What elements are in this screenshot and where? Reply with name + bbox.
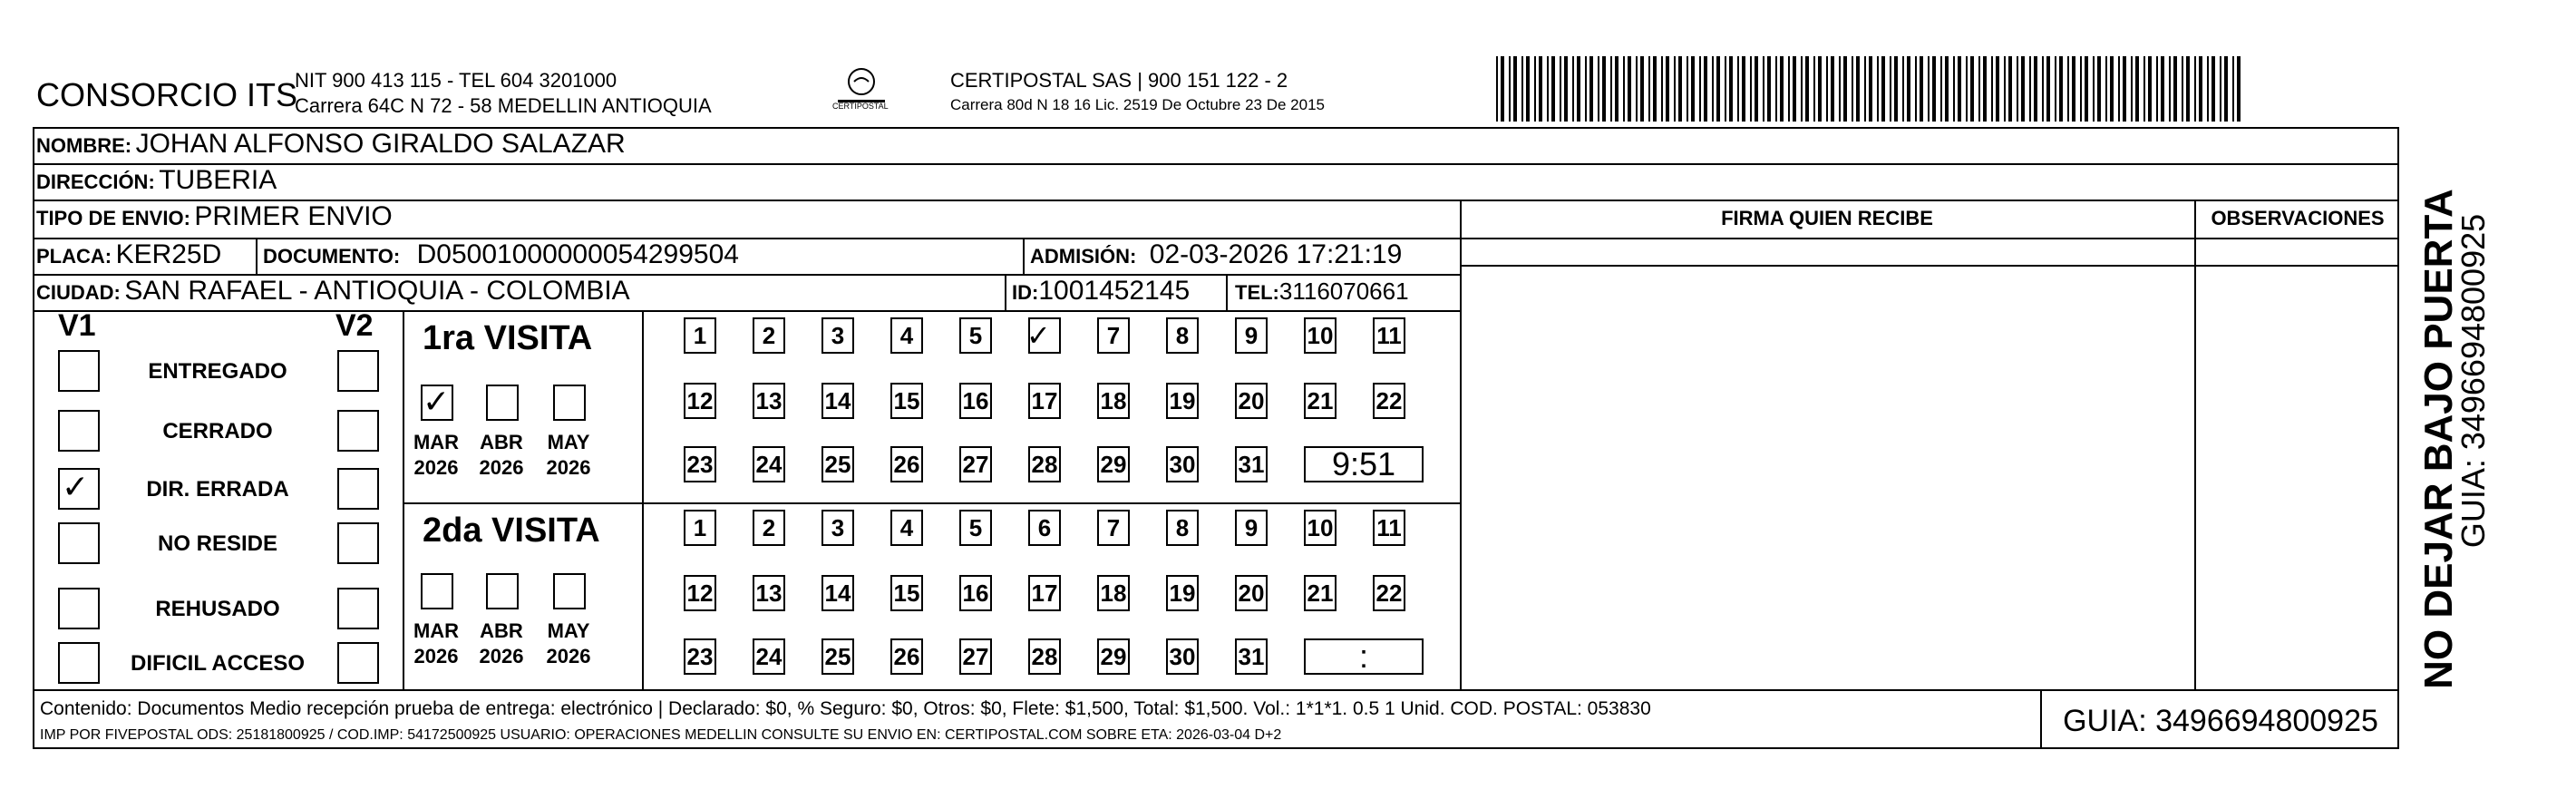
barcode-bar bbox=[2199, 56, 2202, 122]
month-checkbox[interactable] bbox=[553, 385, 586, 421]
divider bbox=[33, 310, 1460, 312]
barcode-bar bbox=[1864, 56, 1866, 122]
barcode-bar bbox=[2143, 56, 2145, 122]
barcode-bar bbox=[1966, 56, 1968, 122]
month-label: ABR bbox=[480, 431, 523, 453]
day-box[interactable]: 23 bbox=[684, 446, 716, 482]
id-label: ID: bbox=[1012, 281, 1039, 304]
barcode-bar bbox=[1636, 56, 1638, 122]
barcode-bar bbox=[1970, 56, 1974, 122]
barcode-bar bbox=[2004, 56, 2006, 122]
barcode-bar bbox=[1712, 56, 1714, 122]
divider bbox=[33, 689, 2399, 691]
day-box[interactable]: 4 bbox=[890, 317, 923, 354]
month-label: ABR bbox=[480, 619, 523, 642]
day-box[interactable]: 9 bbox=[1235, 510, 1268, 546]
barcode-bar bbox=[1877, 56, 1879, 122]
tipo-label: TIPO DE ENVIO: bbox=[36, 207, 190, 229]
nombre-label: NOMBRE: bbox=[36, 134, 132, 157]
nombre-value: JOHAN ALFONSO GIRALDO SALAZAR bbox=[135, 129, 626, 159]
divider bbox=[256, 238, 258, 274]
barcode-bar bbox=[2085, 56, 2088, 122]
barcode-bar bbox=[2148, 56, 2152, 122]
barcode-bar bbox=[1805, 56, 1809, 122]
day-box[interactable]: 21 bbox=[1304, 383, 1337, 419]
day-box[interactable]: 13 bbox=[753, 575, 785, 611]
status-label: ENTREGADO bbox=[148, 359, 287, 384]
contenido-text: Contenido: Documentos Medio recepción prueba de entrega: electrónico | Declarado: $0, % Seguro: $0, Otros: $0, Flete: $1,500, Total: $1,500. Vol.: 1*1*1. 0.5 1 Unid. COD. POSTAL: 053830 bbox=[40, 698, 1651, 719]
barcode-bar bbox=[2237, 56, 2241, 122]
barcode-bar bbox=[1991, 56, 1993, 122]
barcode-bar bbox=[1513, 56, 1517, 122]
barcode-bar bbox=[2224, 56, 2228, 122]
check-mark: ✓ bbox=[62, 469, 90, 506]
barcode-bar bbox=[1755, 56, 1758, 122]
divider bbox=[33, 163, 2399, 165]
day-box[interactable]: 5 bbox=[959, 317, 992, 354]
barcode-bar bbox=[1551, 56, 1555, 122]
partner-address: Carrera 80d N 18 16 Lic. 2519 De Octubre 23 De 2015 bbox=[950, 96, 1325, 113]
second-visit-title: 2da VISITA bbox=[423, 511, 600, 550]
barcode-bar bbox=[2207, 56, 2209, 122]
barcode-bar bbox=[2008, 56, 2012, 122]
month-label: MAR bbox=[413, 619, 460, 642]
barcode-bar bbox=[1737, 56, 1739, 122]
barcode-bar bbox=[1564, 56, 1568, 122]
barcode-bar bbox=[2021, 56, 2025, 122]
barcode-bar bbox=[1589, 56, 1593, 122]
day-box[interactable] bbox=[1028, 317, 1061, 354]
day-box[interactable]: 3 bbox=[821, 510, 854, 546]
barcode-bar bbox=[1881, 56, 1885, 122]
day-box[interactable]: 31 bbox=[1235, 446, 1268, 482]
barcode bbox=[1496, 56, 2249, 122]
status-label: DIFICIL ACCESO bbox=[130, 651, 305, 676]
barcode-bar bbox=[1585, 56, 1587, 122]
barcode-bar bbox=[1907, 56, 1910, 122]
day-box[interactable]: 31 bbox=[1235, 638, 1268, 675]
day-box[interactable]: 2 bbox=[753, 317, 785, 354]
barcode-bar bbox=[1687, 56, 1688, 122]
day-box[interactable]: 7 bbox=[1097, 510, 1130, 546]
check-mark: ✓ bbox=[423, 384, 451, 421]
nombre-row bbox=[36, 129, 626, 160]
barcode-bar bbox=[1560, 56, 1561, 122]
barcode-bar bbox=[1996, 56, 1999, 122]
placa-row bbox=[36, 239, 221, 270]
barcode-bar bbox=[1577, 56, 1580, 122]
day-box[interactable]: 1 bbox=[684, 317, 716, 354]
barcode-bar bbox=[1788, 56, 1790, 122]
barcode-bar bbox=[2156, 56, 2158, 122]
firma-header: FIRMA QUIEN RECIBE bbox=[1721, 207, 1933, 229]
v2-header: V2 bbox=[335, 308, 374, 343]
first-visit-title: 1ra VISITA bbox=[423, 319, 593, 357]
barcode-bar bbox=[2211, 56, 2215, 122]
partner-name: CERTIPOSTAL SAS | 900 151 122 - 2 bbox=[950, 69, 1288, 92]
barcode-bar bbox=[2029, 56, 2031, 122]
barcode-bar bbox=[1843, 56, 1847, 122]
barcode-bar bbox=[1653, 56, 1657, 122]
month-checkbox[interactable] bbox=[553, 573, 586, 609]
barcode-bar bbox=[2161, 56, 2164, 122]
barcode-bar bbox=[2123, 56, 2126, 122]
admision-row bbox=[1030, 239, 1402, 270]
barcode-bar bbox=[2173, 56, 2177, 122]
month-year: 2026 bbox=[479, 456, 524, 479]
day-box[interactable]: 26 bbox=[890, 638, 923, 675]
tel-value: 3116070661 bbox=[1278, 278, 1409, 305]
barcode-bar bbox=[1661, 56, 1663, 122]
barcode-bar bbox=[1750, 56, 1752, 122]
v1-checkbox[interactable] bbox=[58, 350, 100, 392]
barcode-bar bbox=[1598, 56, 1599, 122]
day-box[interactable]: 22 bbox=[1373, 383, 1405, 419]
barcode-bar bbox=[1610, 56, 1612, 122]
month-year: 2026 bbox=[413, 456, 459, 479]
v1-checkbox[interactable] bbox=[58, 522, 100, 564]
day-box[interactable]: 20 bbox=[1235, 575, 1268, 611]
day-box[interactable]: 15 bbox=[890, 575, 923, 611]
barcode-bar bbox=[1920, 56, 1923, 122]
barcode-bar bbox=[1699, 56, 1701, 122]
ciudad-value: SAN RAFAEL - ANTIOQUIA - COLOMBIA bbox=[124, 276, 630, 306]
barcode-bar bbox=[2182, 56, 2183, 122]
barcode-bar bbox=[2046, 56, 2050, 122]
v2-checkbox[interactable] bbox=[337, 588, 379, 629]
barcode-bar bbox=[2072, 56, 2075, 122]
status-label: REHUSADO bbox=[155, 597, 280, 621]
day-box[interactable]: 13 bbox=[753, 383, 785, 419]
day-box[interactable]: 24 bbox=[753, 638, 785, 675]
barcode-bar bbox=[1763, 56, 1764, 122]
v1-checkbox[interactable] bbox=[58, 642, 100, 684]
day-box[interactable]: 9 bbox=[1235, 317, 1268, 354]
barcode-bar bbox=[1890, 56, 1891, 122]
barcode-bar bbox=[1526, 56, 1530, 122]
day-box[interactable]: 5 bbox=[959, 510, 992, 546]
barcode-bar bbox=[1793, 56, 1796, 122]
documento-value: D05001000000054299504 bbox=[416, 239, 739, 269]
v2-checkbox[interactable] bbox=[337, 350, 379, 392]
day-box[interactable]: 30 bbox=[1166, 638, 1199, 675]
barcode-bar bbox=[1501, 56, 1504, 122]
barcode-bar bbox=[1691, 56, 1695, 122]
day-box[interactable]: 16 bbox=[959, 383, 992, 419]
barcode-bar bbox=[1602, 56, 1606, 122]
divider bbox=[642, 310, 644, 689]
barcode-bar bbox=[1521, 56, 1523, 122]
barcode-bar bbox=[1826, 56, 1828, 122]
barcode-bar bbox=[2093, 56, 2095, 122]
day-box[interactable]: 18 bbox=[1097, 575, 1130, 611]
notice-vertical: NO DEJAR BAJO PUERTA bbox=[2416, 189, 2461, 689]
day-box[interactable]: 14 bbox=[821, 575, 854, 611]
tipo-value: PRIMER ENVIO bbox=[194, 201, 393, 231]
barcode-bar bbox=[1839, 56, 1841, 122]
month-year: 2026 bbox=[546, 645, 591, 667]
barcode-bar bbox=[2017, 56, 2018, 122]
day-box[interactable]: 28 bbox=[1028, 446, 1061, 482]
barcode-bar bbox=[2055, 56, 2056, 122]
barcode-bar bbox=[1615, 56, 1619, 122]
time-box[interactable]: 9:51 bbox=[1304, 446, 1424, 482]
v1-header: V1 bbox=[58, 308, 96, 343]
company-address: Carrera 64C N 72 - 58 MEDELLIN ANTIOQUIA bbox=[295, 94, 712, 117]
barcode-bar bbox=[1534, 56, 1536, 122]
barcode-bar bbox=[2131, 56, 2133, 122]
day-box[interactable]: 22 bbox=[1373, 575, 1405, 611]
id-value: 1001452145 bbox=[1038, 276, 1191, 306]
barcode-bar bbox=[1818, 56, 1822, 122]
day-box[interactable]: 29 bbox=[1097, 638, 1130, 675]
direccion-value: TUBERIA bbox=[159, 165, 277, 195]
guia-vertical: GUIA: 3496694800925 bbox=[2454, 213, 2492, 549]
day-box[interactable]: 27 bbox=[959, 446, 992, 482]
day-box[interactable]: 28 bbox=[1028, 638, 1061, 675]
day-box[interactable]: 11 bbox=[1373, 510, 1405, 546]
day-box[interactable]: 24 bbox=[753, 446, 785, 482]
barcode-bar bbox=[2034, 56, 2037, 122]
barcode-bar bbox=[1572, 56, 1574, 122]
barcode-bar bbox=[2135, 56, 2139, 122]
documento-label: DOCUMENTO: bbox=[263, 245, 401, 268]
company-nit: NIT 900 413 115 - TEL 604 3201000 bbox=[295, 69, 617, 92]
day-box[interactable]: 25 bbox=[821, 446, 854, 482]
day-box[interactable]: 1 bbox=[684, 510, 716, 546]
barcode-bar bbox=[2118, 56, 2120, 122]
day-box[interactable]: 19 bbox=[1166, 383, 1199, 419]
month-label: MAY bbox=[547, 619, 590, 642]
barcode-bar bbox=[1902, 56, 1904, 122]
admision-value: 02-03-2026 17:21:19 bbox=[1149, 239, 1403, 269]
direccion-label: DIRECCIÓN: bbox=[36, 170, 155, 193]
day-box[interactable]: 19 bbox=[1166, 575, 1199, 611]
month-year: 2026 bbox=[479, 645, 524, 667]
ciudad-row bbox=[36, 276, 630, 307]
barcode-bar bbox=[1628, 56, 1631, 122]
tel-row bbox=[1235, 278, 1409, 306]
v2-checkbox[interactable] bbox=[337, 468, 379, 510]
barcode-bar bbox=[1678, 56, 1682, 122]
barcode-bar bbox=[1775, 56, 1777, 122]
barcode-bar bbox=[1674, 56, 1676, 122]
month-checkbox[interactable] bbox=[486, 385, 519, 421]
barcode-bar bbox=[1953, 56, 1955, 122]
tel-label: TEL: bbox=[1235, 281, 1279, 304]
barcode-bar bbox=[1780, 56, 1784, 122]
barcode-bar bbox=[1932, 56, 1936, 122]
placa-label: PLACA: bbox=[36, 245, 112, 268]
barcode-bar bbox=[1539, 56, 1542, 122]
day-box[interactable]: 21 bbox=[1304, 575, 1337, 611]
barcode-bar bbox=[1725, 56, 1726, 122]
company-name: CONSORCIO ITS bbox=[36, 76, 298, 113]
divider bbox=[1226, 274, 1228, 310]
day-box[interactable]: 10 bbox=[1304, 510, 1337, 546]
day-box[interactable]: 6 bbox=[1028, 510, 1061, 546]
day-box[interactable]: 26 bbox=[890, 446, 923, 482]
day-box[interactable]: 15 bbox=[890, 383, 923, 419]
barcode-bar bbox=[2232, 56, 2234, 122]
day-box[interactable]: 4 bbox=[890, 510, 923, 546]
barcode-bar bbox=[2097, 56, 2101, 122]
observaciones-header: OBSERVACIONES bbox=[2211, 207, 2385, 229]
barcode-bar bbox=[1509, 56, 1511, 122]
status-label: NO RESIDE bbox=[157, 531, 278, 556]
imp-text: IMP POR FIVEPOSTAL ODS: 25181800925 / COD.IMP: 54172500925 USUARIO: OPERACIONES MEDELLIN CONSULTE SU ENVIO EN: CERTIPOSTAL.COM SOBRE ETA: 2026-03-04 D+2 bbox=[40, 727, 1282, 743]
barcode-bar bbox=[1940, 56, 1942, 122]
month-year: 2026 bbox=[546, 456, 591, 479]
day-box[interactable]: 16 bbox=[959, 575, 992, 611]
day-box[interactable]: 2 bbox=[753, 510, 785, 546]
day-box[interactable]: 18 bbox=[1097, 383, 1130, 419]
day-box[interactable]: 30 bbox=[1166, 446, 1199, 482]
barcode-bar bbox=[1623, 56, 1625, 122]
day-box[interactable]: 17 bbox=[1028, 575, 1061, 611]
barcode-bar bbox=[2169, 56, 2171, 122]
day-box[interactable]: 17 bbox=[1028, 383, 1061, 419]
barcode-bar bbox=[1856, 56, 1860, 122]
month-year: 2026 bbox=[413, 645, 459, 667]
v1-checkbox[interactable] bbox=[58, 588, 100, 629]
barcode-bar bbox=[2080, 56, 2082, 122]
barcode-bar bbox=[2186, 56, 2190, 122]
barcode-bar bbox=[1945, 56, 1949, 122]
day-box[interactable]: 23 bbox=[684, 638, 716, 675]
month-checkbox[interactable] bbox=[421, 573, 453, 609]
v1-checkbox[interactable] bbox=[58, 410, 100, 452]
divider bbox=[1023, 238, 1025, 274]
barcode-bar bbox=[2067, 56, 2069, 122]
barcode-bar bbox=[2194, 56, 2196, 122]
admision-label: ADMISIÓN: bbox=[1030, 245, 1137, 268]
divider bbox=[403, 502, 1460, 504]
id-row bbox=[1012, 276, 1190, 307]
barcode-bar bbox=[1801, 56, 1803, 122]
tipo-row bbox=[36, 201, 393, 232]
handwritten-mark: ✓ bbox=[1026, 318, 1051, 353]
day-box[interactable]: 3 bbox=[821, 317, 854, 354]
divider bbox=[1005, 274, 1006, 310]
day-box[interactable]: 20 bbox=[1235, 383, 1268, 419]
barcode-bar bbox=[1496, 56, 1498, 122]
v2-checkbox[interactable] bbox=[337, 522, 379, 564]
barcode-bar bbox=[1729, 56, 1733, 122]
time-box[interactable]: : bbox=[1304, 638, 1424, 675]
month-label: MAY bbox=[547, 431, 590, 453]
barcode-bar bbox=[1983, 56, 1987, 122]
v2-checkbox[interactable] bbox=[337, 642, 379, 684]
month-label: MAR bbox=[413, 431, 460, 453]
divider bbox=[1460, 265, 2399, 267]
day-box[interactable]: 14 bbox=[821, 383, 854, 419]
status-label: CERRADO bbox=[162, 419, 273, 443]
barcode-bar bbox=[1666, 56, 1669, 122]
barcode-bar bbox=[2105, 56, 2107, 122]
barcode-bar bbox=[1648, 56, 1650, 122]
day-box[interactable]: 8 bbox=[1166, 317, 1199, 354]
divider bbox=[2194, 200, 2196, 689]
direccion-row bbox=[36, 165, 277, 196]
v1-checkbox[interactable] bbox=[58, 468, 100, 510]
day-box[interactable]: 25 bbox=[821, 638, 854, 675]
day-box[interactable]: 7 bbox=[1097, 317, 1130, 354]
barcode-bar bbox=[1915, 56, 1917, 122]
month-checkbox[interactable] bbox=[486, 573, 519, 609]
day-box[interactable]: 8 bbox=[1166, 510, 1199, 546]
barcode-bar bbox=[1716, 56, 1720, 122]
day-box[interactable]: 12 bbox=[684, 383, 716, 419]
ciudad-label: CIUDAD: bbox=[36, 281, 121, 304]
guia-box: GUIA: 3496694800925 bbox=[2063, 704, 2378, 738]
day-box[interactable]: 29 bbox=[1097, 446, 1130, 482]
day-box[interactable]: 10 bbox=[1304, 317, 1337, 354]
status-label: DIR. ERRADA bbox=[146, 477, 289, 502]
placa-value: KER25D bbox=[115, 239, 222, 269]
barcode-bar bbox=[1978, 56, 1980, 122]
barcode-bar bbox=[1928, 56, 1930, 122]
barcode-bar bbox=[1894, 56, 1898, 122]
documento-row bbox=[263, 239, 739, 270]
barcode-bar bbox=[1813, 56, 1815, 122]
barcode-bar bbox=[2220, 56, 2221, 122]
barcode-bar bbox=[1869, 56, 1872, 122]
logo-text: CERTIPOSTAL bbox=[832, 102, 889, 111]
day-box[interactable]: 12 bbox=[684, 575, 716, 611]
barcode-bar bbox=[2042, 56, 2044, 122]
v2-checkbox[interactable] bbox=[337, 410, 379, 452]
day-box[interactable]: 27 bbox=[959, 638, 992, 675]
barcode-bar bbox=[2059, 56, 2063, 122]
barcode-bar bbox=[1767, 56, 1771, 122]
divider bbox=[1460, 200, 1462, 689]
day-box[interactable]: 11 bbox=[1373, 317, 1405, 354]
barcode-bar bbox=[1831, 56, 1834, 122]
month-checkbox[interactable] bbox=[421, 385, 453, 421]
barcode-bar bbox=[1547, 56, 1549, 122]
barcode-bar bbox=[1958, 56, 1961, 122]
barcode-bar bbox=[2110, 56, 2114, 122]
barcode-bar bbox=[1852, 56, 1853, 122]
barcode-bar bbox=[1704, 56, 1707, 122]
barcode-bar bbox=[1742, 56, 1745, 122]
barcode-bar bbox=[1640, 56, 1644, 122]
